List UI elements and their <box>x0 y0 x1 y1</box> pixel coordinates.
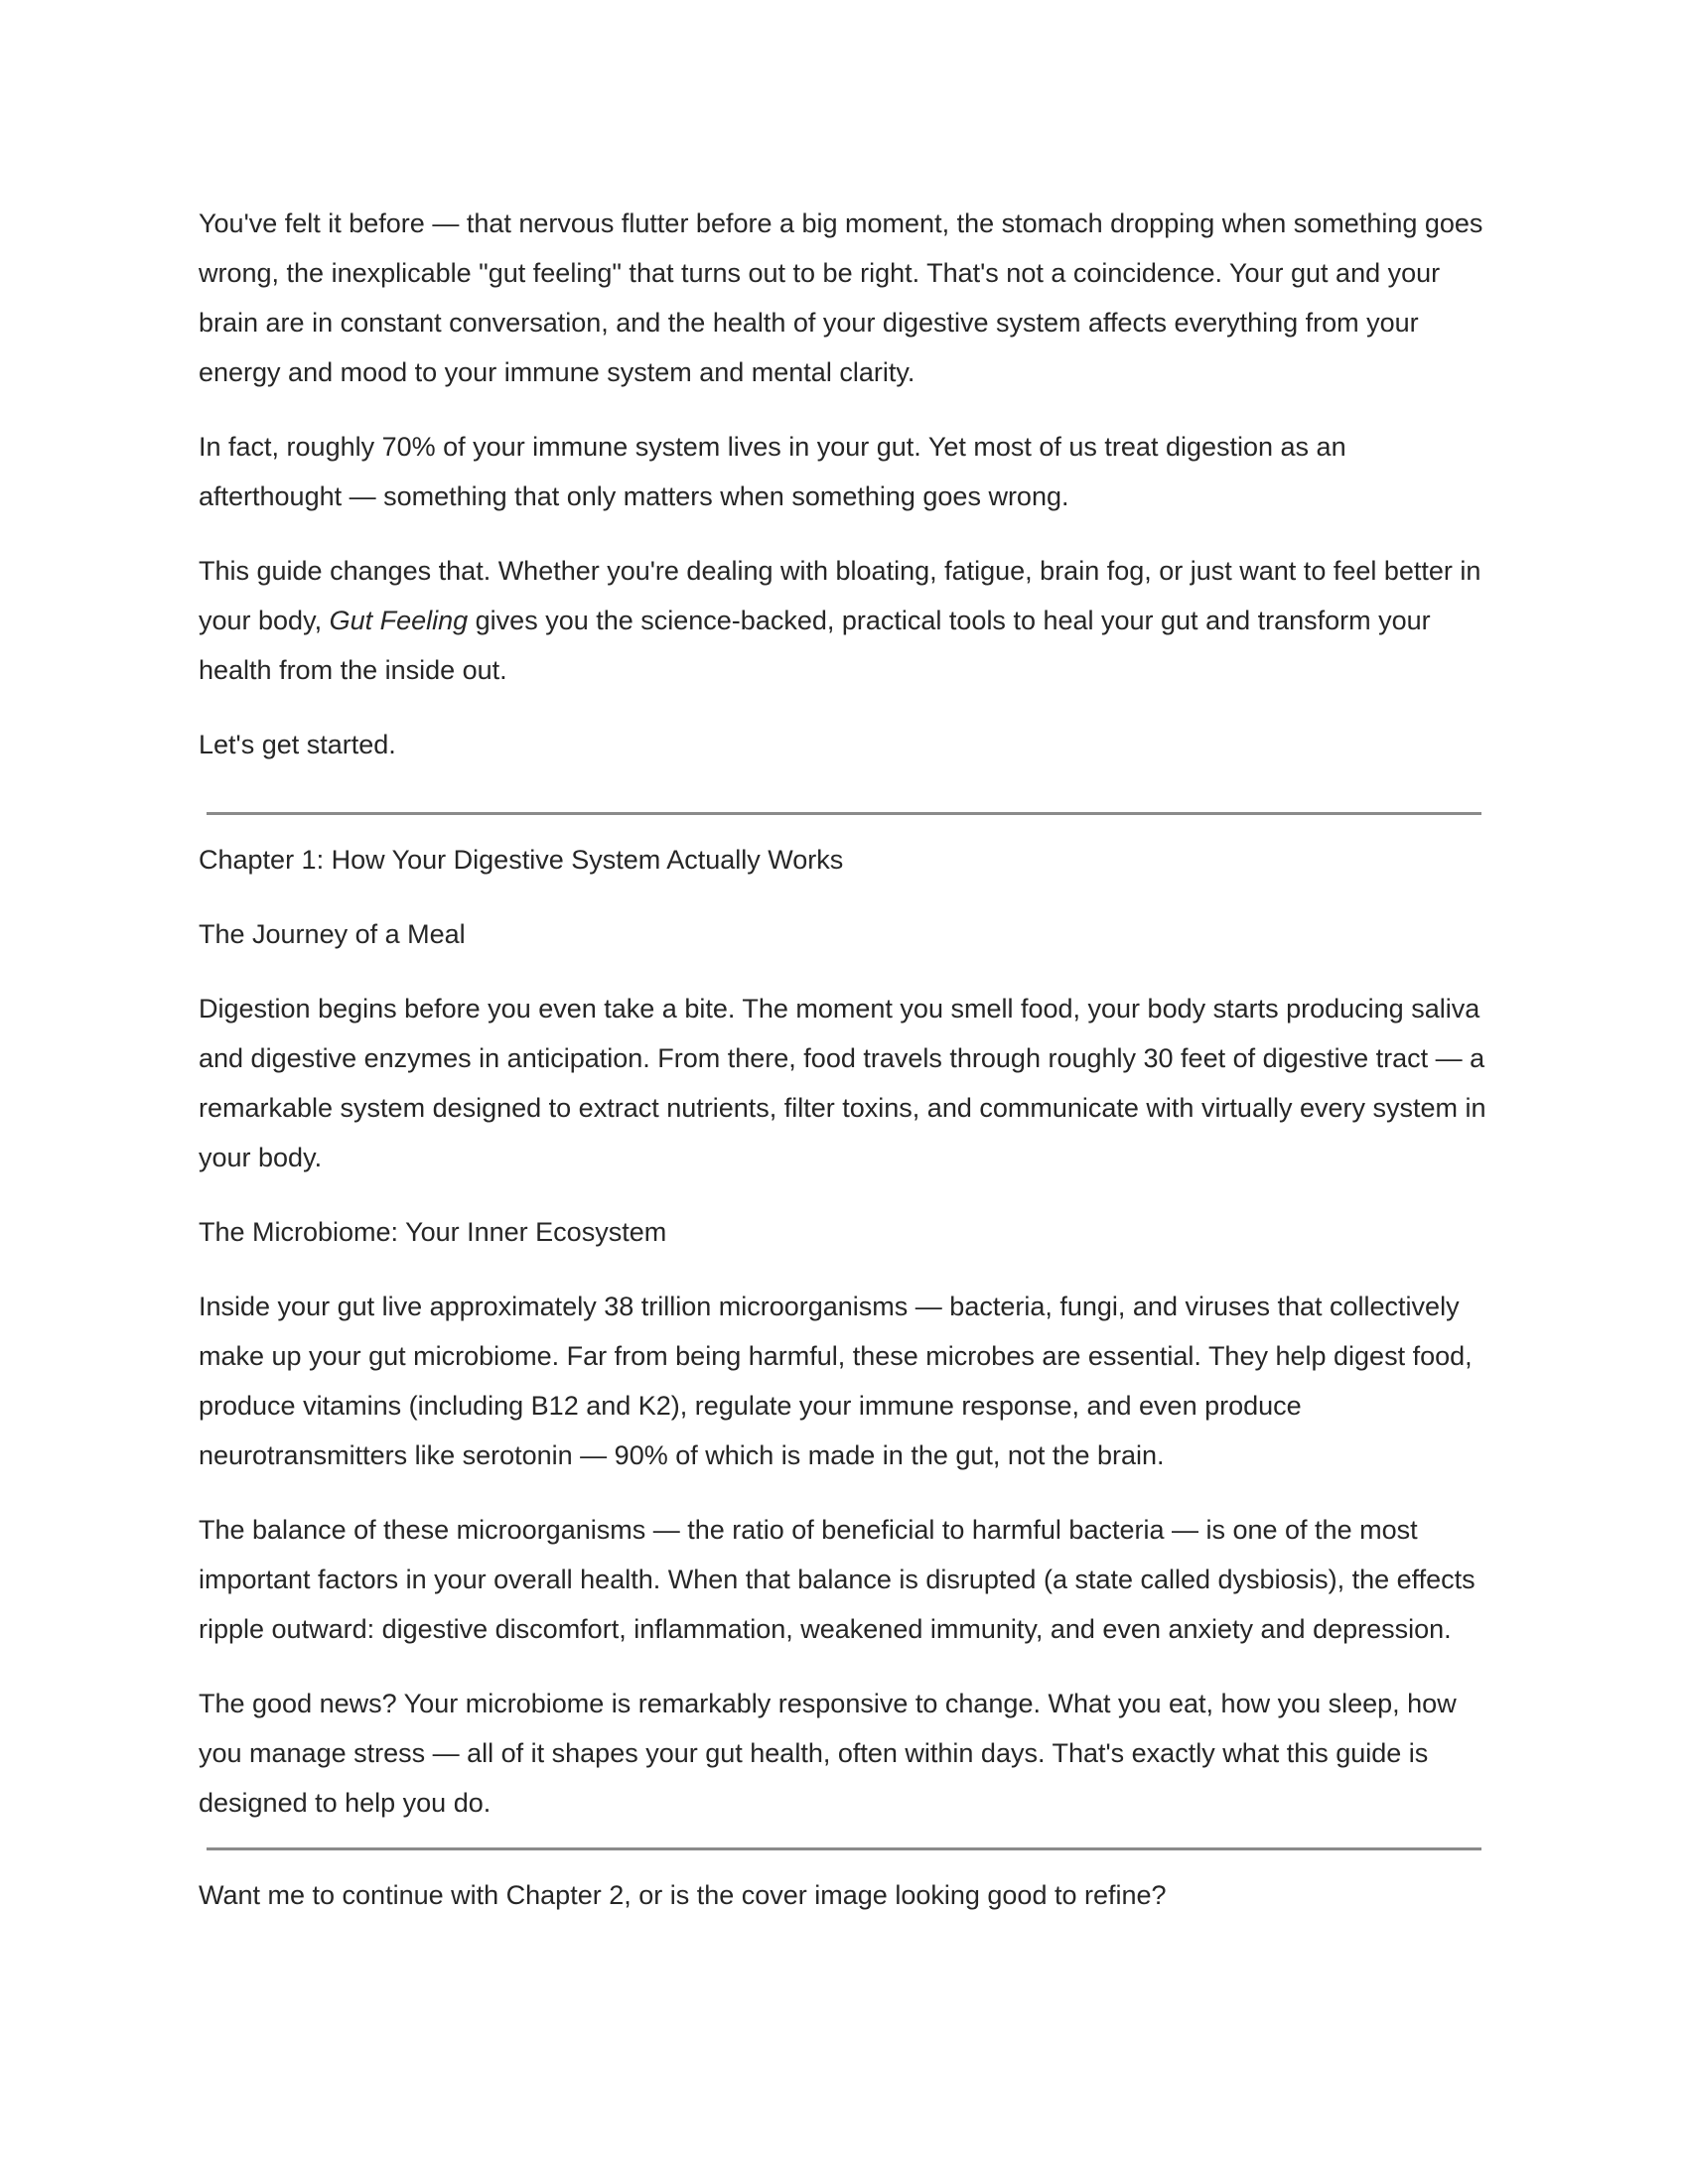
chapter-title: Chapter 1: How Your Digestive System Actually Works <box>199 845 844 875</box>
horizontal-divider <box>207 812 1481 815</box>
horizontal-divider <box>207 1847 1481 1850</box>
journey-paragraph: Digestion begins before you even take a bite. The moment you smell food, your body starts producing saliva and digestive enzymes in anticipation. From there, food travels through roughly 30 feet of digestive tract — a remarkable system designed to extract nutrients, filter toxins, and communicate with virtually every system in your body. <box>199 994 1486 1172</box>
section-heading-journey: The Journey of a Meal <box>199 919 466 949</box>
microbiome-paragraph-2: The balance of these microorganisms — the ratio of beneficial to harmful bacteria — is one of the most important factors in your overall health. When that balance is disrupted (a state called dysbiosis), the effects ripple outward: digestive discomfort, inflammation, weakened immunity, and even anxiety and depression. <box>199 1515 1476 1644</box>
intro-paragraph-1: You've felt it before — that nervous flutter before a big moment, the stomach dropping when something goes wrong, the inexplicable "gut feeling" that turns out to be right. That's not a coincidence. Your gut and your brain are in constant conversation, and the health of your digestive system affects everything from your energy and mood to your immune system and mental clarity. <box>199 208 1483 387</box>
section-heading-microbiome: The Microbiome: Your Inner Ecosystem <box>199 1217 667 1247</box>
intro-paragraph-3-start: This guide changes that. Whether you're dealing with bloating, fatigue, brain fog, or just want to feel better in your body, <box>199 556 1481 635</box>
book-title: Gut Feeling <box>329 606 469 635</box>
microbiome-paragraph-1: Inside your gut live approximately 38 trillion microorganisms — bacteria, fungi, and viruses that collectively make up your gut microbiome. Far from being harmful, these microbes are essential. They help digest food, produce vitamins (including B12 and K2), regulate your immune response, and even produce neurotransmitters like serotonin — 90% of which is made in the gut, not the brain. <box>199 1292 1473 1470</box>
document-page <box>199 199 1489 1920</box>
intro-paragraph-3 <box>199 546 1489 695</box>
closing-question: Want me to continue with Chapter 2, or is the cover image looking good to refine? <box>199 1880 1167 1910</box>
intro-paragraph-3-end: gives you the science-backed, practical tools to heal your gut and transform your health from the inside out. <box>199 606 1431 685</box>
intro-paragraph-4: Let's get started. <box>199 730 396 759</box>
microbiome-paragraph-3: The good news? Your microbiome is remarkably responsive to change. What you eat, how you sleep, how you manage stress — all of it shapes your gut health, often within days. That's exactly what this guide is designed to help you do. <box>199 1689 1457 1818</box>
intro-paragraph-2: In fact, roughly 70% of your immune system lives in your gut. Yet most of us treat digestion as an afterthought — something that only matters when something goes wrong. <box>199 432 1346 511</box>
